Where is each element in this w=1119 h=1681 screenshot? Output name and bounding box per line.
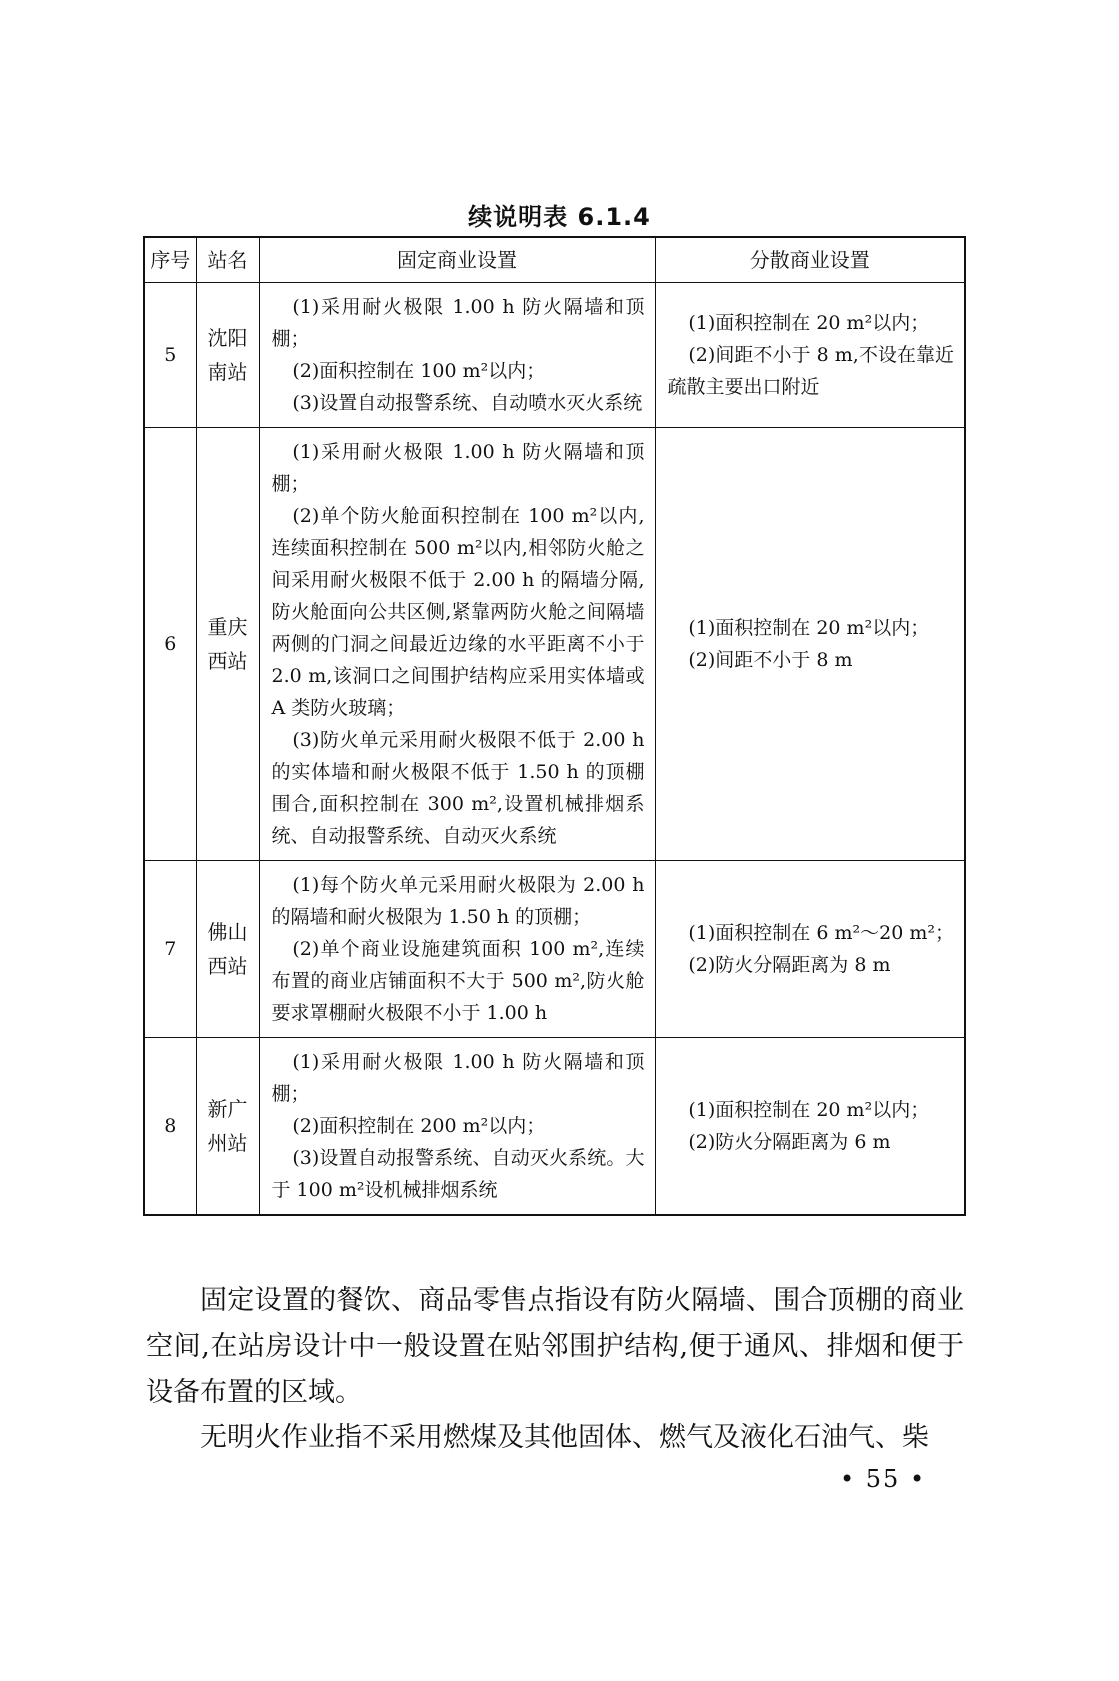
station-name-line: 佛山: [207, 920, 248, 944]
fixed-item: (3)设置自动报警系统、自动喷水灭火系统: [292, 392, 643, 414]
station-name-line: 西站: [207, 954, 248, 978]
fixed-item: (1)采用耐火极限 1.00 h 防火隔墙和顶棚；: [271, 441, 645, 495]
fixed-item: (2)面积控制在 100 m²以内；: [292, 360, 546, 382]
fixed-item: (2)面积控制在 200 m²以内；: [292, 1115, 546, 1137]
body-paragraph-1: [146, 1278, 964, 1416]
fixed-settings: [259, 428, 655, 861]
scatter-settings: [655, 861, 965, 1038]
station-name: [196, 428, 259, 861]
scatter-settings: [655, 428, 965, 861]
fixed-item: (1)采用耐火极限 1.00 h 防火隔墙和顶棚；: [271, 296, 645, 350]
fixed-item: (2)单个商业设施建筑面积 100 m²,连续布置的商业店铺面积不大于 500 m²,防火舱要求罩棚耐火极限不小于 1.00 h: [271, 938, 645, 1024]
scatter-item: (2)防火分隔距离为 6 m: [688, 1131, 891, 1153]
fixed-item: (3)设置自动报警系统、自动灭火系统。大于 100 m²设机械排烟系统: [271, 1147, 645, 1201]
table-row: [144, 428, 965, 861]
paragraph-text: 无明火作业指不采用燃煤及其他固体、燃气及液化石油气、柴: [200, 1422, 929, 1453]
table-row: [144, 1038, 965, 1216]
scatter-settings: [655, 1038, 965, 1216]
fixed-settings: [259, 283, 655, 428]
station-name-line: 新广: [207, 1097, 248, 1121]
station-name: [196, 861, 259, 1038]
row-num: 8: [144, 1038, 196, 1216]
scatter-item: (1)面积控制在 20 m²以内；: [688, 617, 930, 639]
page-number: • 55 •: [840, 1465, 927, 1493]
fixed-item: (1)每个防火单元采用耐火极限为 2.00 h 的隔墙和耐火极限为 1.50 h 的顶棚；: [271, 874, 645, 928]
scatter-item: (1)面积控制在 20 m²以内；: [688, 1099, 930, 1121]
station-name-line: 沈阳: [207, 326, 248, 350]
body-paragraph-2: [146, 1415, 964, 1461]
row-num: 6: [144, 428, 196, 861]
row-num: 7: [144, 861, 196, 1038]
header-num: 序号: [144, 237, 196, 283]
scatter-item: (2)间距不小于 8 m: [688, 649, 853, 671]
station-name-line: 西站: [207, 649, 248, 673]
scatter-item: (2)防火分隔距离为 8 m: [688, 954, 891, 976]
fixed-item: (1)采用耐火极限 1.00 h 防火隔墙和顶棚；: [271, 1051, 645, 1105]
scatter-settings: [655, 283, 965, 428]
station-name-line: 南站: [207, 360, 248, 384]
station-name: [196, 283, 259, 428]
fixed-item: (3)防火单元采用耐火极限不低于 2.00 h 的实体墙和耐火极限不低于 1.50 h 的顶棚围合,面积控制在 300 m²,设置机械排烟系统、自动报警系统、自动灭火系统: [271, 729, 645, 847]
table-caption: 续说明表 6.1.4: [468, 203, 651, 231]
paragraph-text: 固定设置的餐饮、商品零售点指设有防火隔墙、围合顶棚的商业空间,在站房设计中一般设置在贴邻围护结构,便于通风、排烟和便于设备布置的区域。: [146, 1285, 964, 1408]
scatter-item: (1)面积控制在 20 m²以内；: [688, 312, 930, 334]
station-name-line: 重庆: [207, 615, 248, 639]
station-name: [196, 1038, 259, 1216]
row-num: 5: [144, 283, 196, 428]
table-row: [144, 861, 965, 1038]
fixed-settings: [259, 1038, 655, 1216]
fixed-item: (2)单个防火舱面积控制在 100 m²以内,连续面积控制在 500 m²以内,相邻防火舱之间采用耐火极限不低于 2.00 h 的隔墙分隔,防火舱面向公共区侧,紧靠两防火舱之间隔墙两侧的门洞之间最近边缘的水平距离不小于 2.0 m,该洞口之间围护结构应采用实体墙或 A 类防火玻璃；: [271, 505, 645, 719]
header-fixed: 固定商业设置: [259, 237, 655, 283]
station-name-line: 州站: [207, 1131, 248, 1155]
header-scatter: 分散商业设置: [655, 237, 965, 283]
fixed-settings: [259, 861, 655, 1038]
scatter-item: (1)面积控制在 6 m²～20 m²；: [688, 922, 954, 944]
commercial-settings-table: [143, 236, 966, 1216]
header-name: 站名: [196, 237, 259, 283]
scatter-item: (2)间距不小于 8 m,不设在靠近疏散主要出口附近: [667, 344, 954, 398]
table-row: [144, 283, 965, 428]
table-header-row: [144, 237, 965, 283]
